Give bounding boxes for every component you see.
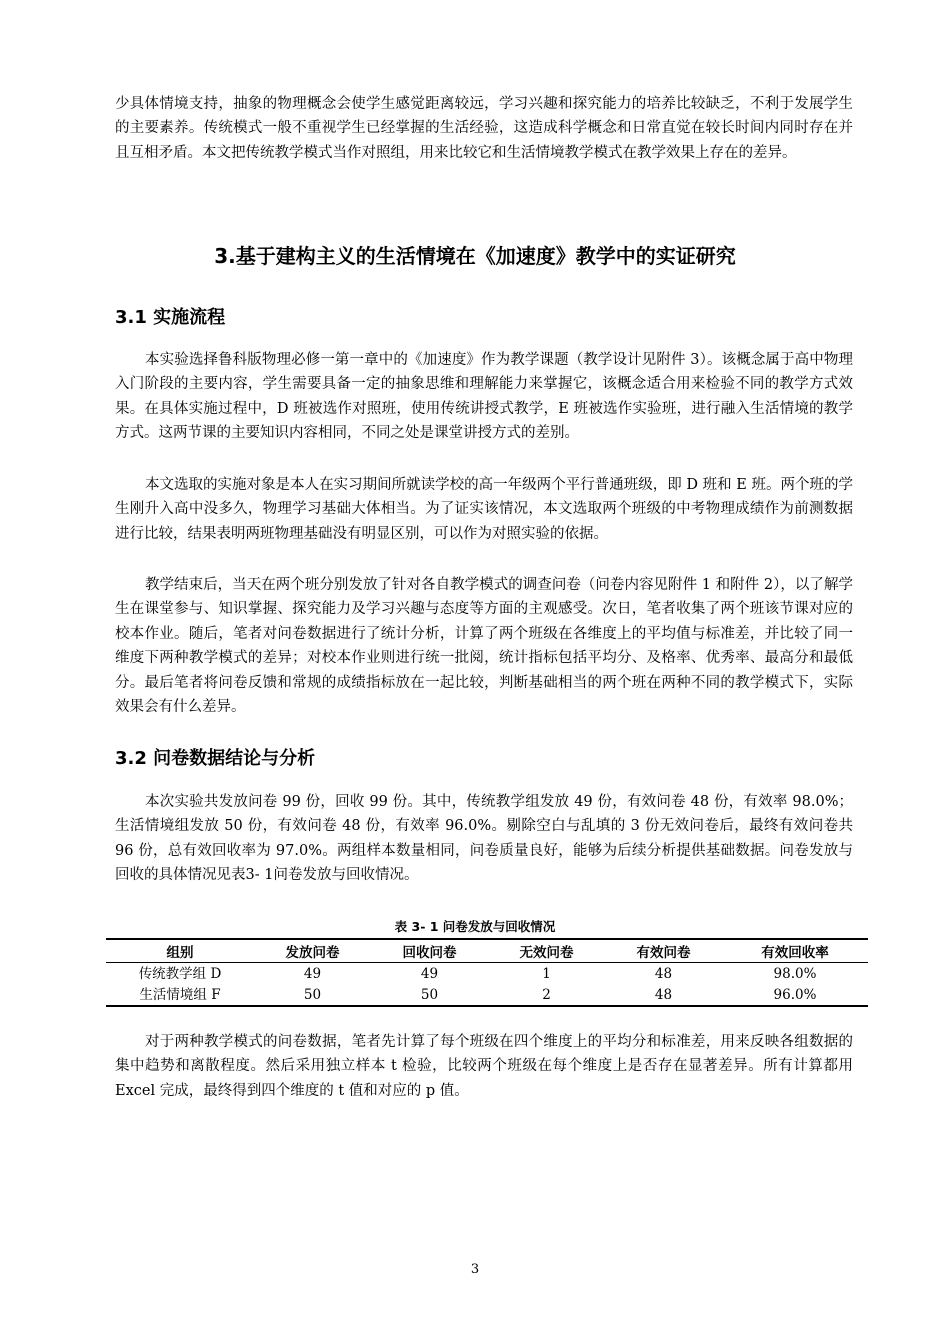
table-cell: 48 xyxy=(654,965,673,982)
table-cell: 49 xyxy=(303,965,322,982)
table-cell: 96.0% xyxy=(722,984,868,1006)
paragraph-3-1-3: 教学结束后，当天在两个班分别发放了针对各自教学模式的调查问卷（问卷内容见附件 1 和附件 2），以了解学生在课堂参与、知识掌握、探究能力及学习兴趣与态度等方面的主观感受。次日，笔者收集了两个班该节课对应的校本作业。随后，笔者对问卷数据进行了统计分析，计算了两个班级在各维度上的平均值与标准差，并比较了同一维度下两种教学模式的差异；对校本作业则进行统一批阅，统计指标包括平均分、及格率、优秀率、最高分和最低分。最后笔者将问卷反馈和常规的成绩指标放在一起比较，判断基础相当的两个班在两种不同的教学模式下，实际效果会有什么差异。 xyxy=(115,577,853,716)
table-cell: 50 xyxy=(371,984,488,1006)
table-cell: 50 xyxy=(254,984,371,1006)
table-cell: 98.0% xyxy=(773,965,817,982)
paragraph-3-1-2: 本文选取的实施对象是本人在实习期间所就读学校的高一年级两个平行普通班级，即 D 班和 E 班。两个班的学生刚升入高中没多久，物理学习基础大体相当。为了证实该情况，本文选取两个班级的中考物理成绩作为前测数据进行比较，结果表明两班物理基础没有明显区别，可以作为对照实验的依据。 xyxy=(115,477,853,542)
table-cell: 传统教学组 D xyxy=(138,965,222,982)
page-number: 3 xyxy=(470,1262,480,1277)
table-header-cell: 发放问卷 xyxy=(254,939,371,963)
table-header-cell: 有效回收率 xyxy=(722,939,868,963)
paragraph-3-2-1: 本次实验共发放问卷 99 份，回收 99 份。其中，传统教学组发放 49 份，有效问卷 48 份，有效率 98.0%；生活情境组发放 50 份，有效问卷 48 份，有效率 96.0%。剔除空白与乱填的 3 份无效问卷后，最终有效问卷共 96 份，总有效回收率为 97.0%。两组样本数量相同，问卷质量良好，能够为后续分析提供基础数据。问卷发放与回收的具体情况见表3- 1问卷发放与回收情况。 xyxy=(115,794,853,884)
table-cell: 48 xyxy=(605,984,722,1006)
questionnaire-table xyxy=(106,938,868,1007)
table-header-row xyxy=(106,939,868,963)
table-cell: 2 xyxy=(488,984,605,1006)
table-caption: 表 3- 1 问卷发放与回收情况 xyxy=(394,919,556,934)
table-header-cell: 组别 xyxy=(106,939,254,963)
section-heading-3-2: 3.2 问卷数据结论与分析 xyxy=(115,748,316,769)
table-row xyxy=(106,963,868,985)
table-header-cell: 无效问卷 xyxy=(488,939,605,963)
paragraph-3-1-1: 本实验选择鲁科版物理必修一第一章中的《加速度》作为教学课题（教学设计见附件 3）。该概念属于高中物理入门阶段的主要内容，学生需要具备一定的抽象思维和理解能力来掌握它，该概念适合用来检验不同的教学方式效果。在具体实施过程中，D 班被选作对照班，使用传统讲授式教学，E 班被选作实验班，进行融入生活情境的教学方式。这两节课的主要知识内容相同，不同之处是课堂讲授方式的差别。 xyxy=(115,352,853,442)
section-heading-3-1: 3.1 实施流程 xyxy=(115,307,226,328)
paragraph-intro-tail: 少具体情境支持，抽象的物理概念会使学生感觉距离较远，学习兴趣和探究能力的培养比较缺乏，不利于发展学生的主要素养。传统模式一般不重视学生已经掌握的生活经验，这造成科学概念和日常直觉在较长时间内同时存在并且互相矛盾。本文把传统教学模式当作对照组，用来比较它和生活情境教学模式在教学效果上存在的差异。 xyxy=(115,96,853,161)
chapter-title: 3.基于建构主义的生活情境在《加速度》教学中的实证研究 xyxy=(214,244,736,268)
table-header-cell: 回收问卷 xyxy=(371,939,488,963)
table-row xyxy=(106,984,868,1006)
table-cell: 1 xyxy=(542,965,551,982)
table-cell: 生活情境组 F xyxy=(106,984,254,1006)
table-cell: 49 xyxy=(420,965,439,982)
table-header-cell: 有效问卷 xyxy=(605,939,722,963)
paragraph-3-2-2: 对于两种教学模式的问卷数据，笔者先计算了每个班级在四个维度上的平均分和标准差，用来反映各组数据的集中趋势和离散程度。然后采用独立样本 t 检验，比较两个班级在每个维度上是否存在显著差异。所有计算都用 Excel 完成，最终得到四个维度的 t 值和对应的 p 值。 xyxy=(115,1034,853,1099)
